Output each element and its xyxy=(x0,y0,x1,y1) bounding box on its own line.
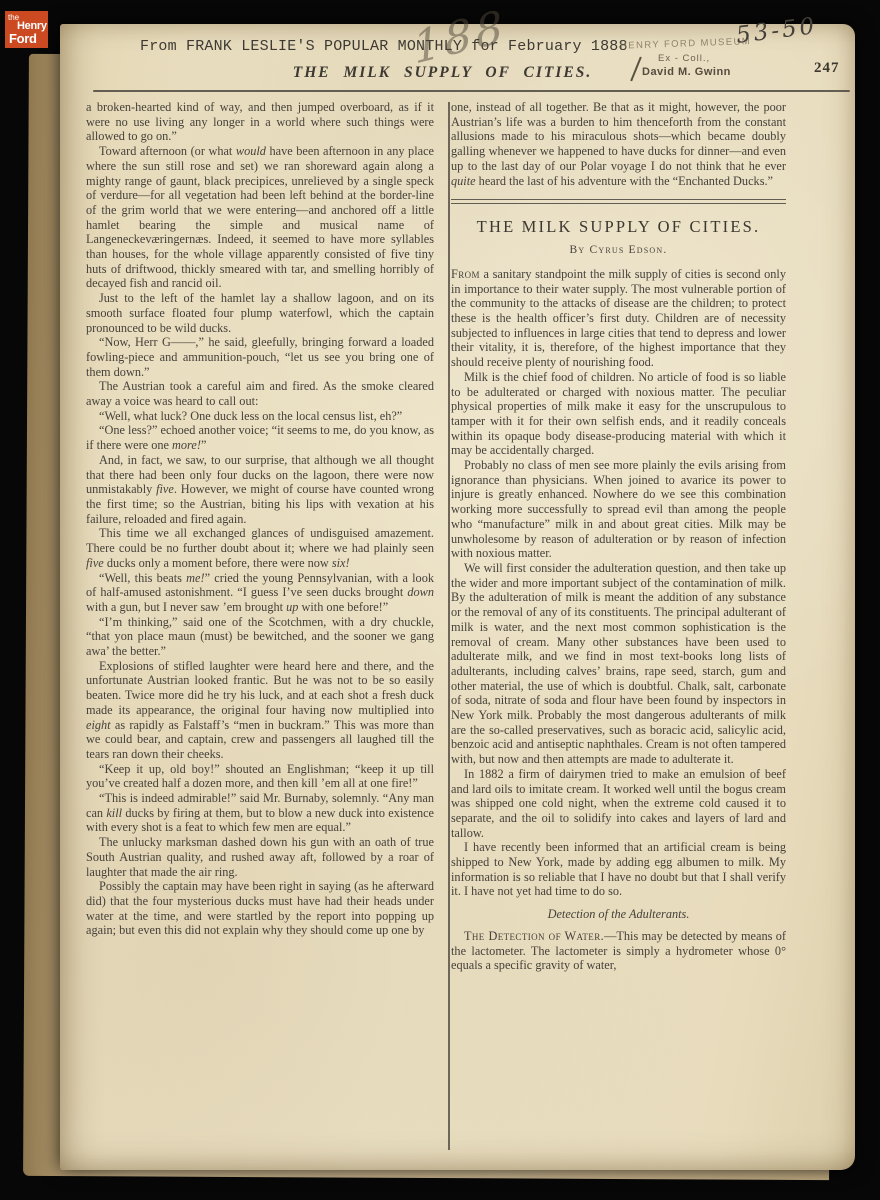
right-text-column xyxy=(451,100,786,973)
paragraph: We will first consider the adulteration question, and then take up the wider and more important subject of the contamination of milk. By the adulteration of milk is meant the addition of any substance or the removal of any of its constituents. The principal adulterant of milk is water, and the next most common sophistication is the removal of cream. Many other substances have been used to adulterate milk, and we find in most text-books long lists of adulterants, including calves’ brains, rape seed, starch, gum and other material, the use of which is doubtful. Chalk, salt, carbonate of soda, nitrate of soda and flour have been found by inspectors in New York milk. Probably the most dangerous adulterants of milk are the so-called preservatives, such as boracic acid, salicylic acid, benzoic acid and antiseptic naphthales. Cream is not often tampered with, but now and then attempts are made to adulterate it. xyxy=(451,560,786,767)
article-byline: By Cyrus Edson. xyxy=(569,244,668,257)
article-title: THE MILK SUPPLY OF CITIES. xyxy=(476,217,761,237)
page-number: 247 xyxy=(814,60,840,76)
paragraph: In 1882 a firm of dairymen tried to make an emulsion of beef and lard oils to imitate cream. It worked well until the bogus cream was shipped one cold night, when the extreme cold caused it to separate, and the oil to solidify into cakes and layers of lard and tallow. xyxy=(451,766,786,840)
left-text-column xyxy=(86,100,434,938)
header-rule xyxy=(93,90,850,92)
article-paragraphs xyxy=(451,267,786,899)
scanned-page xyxy=(60,0,855,1170)
paragraph: “Well, what luck? One duck less on the local census list, eh?” xyxy=(99,408,403,423)
running-title: THE MILK SUPPLY OF CITIES. xyxy=(292,64,593,81)
paragraph: Probably no class of men see more plainly the evils arising from ignorance than physicians. When joined to avarice its power to injure is greatly enhanced. Nowhere do we see this combination working more successfully to spread evil than among the people who “manufacture” milk in and about great cities. Milk may be unwholesome by reason of adulteration or by reason of infection with noxious matter. xyxy=(451,458,786,561)
paragraph: Possibly the captain may have been right in saying (as he afterward did) that the four mysterious ducks must have had their heads under water at the time, and were startled by the report into popping up again; but even this did not explain why they should come up one by xyxy=(86,879,434,938)
handwritten-catalog-number: 53-50 xyxy=(734,13,819,49)
paragraph: The unlucky marksman dashed down his gun with an oath of true South Austrian quality, and rushed away aft, followed by a roar of laughter that made the air ring. xyxy=(86,835,434,879)
paragraph: The Austrian took a careful aim and fired. As the smoke cleared away a voice was heard to call out: xyxy=(86,379,434,409)
article-subheading: Detection of the Adulterants. xyxy=(547,907,690,922)
paragraph: From a sanitary standpoint the milk supply of cities is second only in importance to their water supply. The most vulnerable portion of the community to the attacks of disease are the children; to protect these is the health officer’s first duty. Children are of necessity subjected to influences in large cities that tend to depress and lower their vitality, it is, therefore, of the highest importance that they should receive plenty of nourishing food. xyxy=(451,266,786,370)
paragraph: “I’m thinking,” said one of the Scotchmen, with a dry chuckle, “that yon place maun (must) be bewitched, and the sooner we gang awa’ the better.” xyxy=(86,614,434,659)
paragraph: Toward afternoon (or what would have been afternoon in any place where the sun still rose and set) we ran shoreward again along a mighty range of gaunt, black precipices, unrelieved by a single speck of verdure—for all vegetation had been left behind at the border-line of the grim world that we were entering—and anchored off a little hamlet bearing the simple and musical name of Langeneckeværingernæs. Indeed, it seemed to have more syllables than houses, for the whole village apparently consisted of five tiny huts of driftwood, thickly smeared with tar, and smelling horribly of decayed fish and rancid oil. xyxy=(86,144,434,291)
final-paragraph: The Detection of Water.—This may be detected by means of the lactometer. The lactometer is simply a hydrometer whose 0° equals a specific gravity of water, xyxy=(451,928,786,973)
paragraph: “Keep it up, old boy!” shouted an Englishman; “keep it up till you’ve created half a dozen more, and then kill ’em all at one fire!” xyxy=(86,761,434,791)
stamp-collector-name: David M. Gwinn xyxy=(642,66,731,78)
paragraph: “Well, this beats me!” cried the young Pennsylvanian, with a look of half-amused astonishment. “I guess I’ve seen ducks brought down with a gun, but I never saw ’em brought up with one before!” xyxy=(86,570,434,614)
source-attribution-line: From FRANK LESLIE'S POPULAR MONTHLY for February 1888 xyxy=(140,38,628,55)
continuation-paragraph: one, instead of all together. Be that as it might, however, the poor Austrian’s life was a burden to him thenceforth from the constant allusions made to his miraculous shots—which became doubly galling whenever we happened to have ducks for dinner—and even up to the last day of our Polar voyage I do not think that he ever quite heard the last of his adventure with the “Enchanted Ducks.” xyxy=(451,100,786,188)
museum-stamp xyxy=(620,36,830,79)
paragraph: And, in fact, we saw, to our surprise, that although we all thought that there had been only four ducks on the lagoon, there were now unmistakably five. However, we might of course have counted wrong the first time; so the Austrian, biting his lips with vexation at his failure, reloaded and fired again. xyxy=(86,452,434,526)
paragraph: a broken-hearted kind of way, and then jumped overboard, as if it were no use living any longer in a world where such things were allowed to go on.” xyxy=(86,100,434,144)
logo-text-the: the xyxy=(8,13,20,22)
paragraph: Milk is the chief food of children. No article of food is so liable to be adulterated or charged with noxious matter. The peculiar physical properties of milk make it easy for the unscrupulous to tamper with it for their own selfish ends, and it readily conceals within its opaque body disease-producing material with which it may be accidentally charged. xyxy=(451,369,786,458)
paragraph: “Now, Herr G——,” he said, gleefully, bringing forward a loaded fowling-piece and ammunition-pouch, “let us see you bring one of them down.” xyxy=(86,335,434,379)
paragraph: Just to the left of the hamlet lay a shallow lagoon, and on its smooth surface floated four plump waterfowl, which the captain pronounced to be wild ducks. xyxy=(86,291,434,335)
paragraph: Explosions of stifled laughter were heard here and there, and the unfortunate Austrian looked frantic. But he was not to be so easily beaten. Twice more did he try his luck, and at each shot a fresh duck made its appearance, the original four having now multiplied into eight as rapidly as Falstaff’s “men in buckram.” This was more than we could bear, and captain, crew and passengers all laughed till the tears ran down their cheeks. xyxy=(86,658,434,761)
logo-text-henry: Henry xyxy=(17,20,47,32)
paragraph: I have recently been informed that an artificial cream is being shipped to New York, made by adding egg albumen to milk. My information is so reliable that I have no doubt but that I shall verify it. I have not yet had time to do so. xyxy=(451,840,786,899)
column-divider-rule xyxy=(448,102,450,1150)
henry-ford-logo xyxy=(5,11,48,48)
stamp-ex-coll: Ex - Coll., xyxy=(658,53,711,64)
paragraph: “This is indeed admirable!” said Mr. Burnaby, solemnly. “Any man can kill ducks by firing at them, but to blow a new duck into existence with every shot is a feat to which few men are equal.” xyxy=(86,791,435,835)
article-separator-double-rule xyxy=(451,199,786,204)
paragraph: “One less?” echoed another voice; “it seems to me, do you know, as if there were one more!” xyxy=(86,423,434,453)
left-column-paragraphs xyxy=(86,100,434,938)
logo-text-ford: Ford xyxy=(9,31,37,46)
handwritten-scrawl: 188 xyxy=(410,0,510,75)
stamp-museum-name: HENRY FORD MUSEUM xyxy=(619,36,752,52)
paragraph: This time we all exchanged glances of undisguised amazement. There could be no further doubt about it; where we had plainly seen five ducks only a moment before, there were now six! xyxy=(86,526,434,570)
